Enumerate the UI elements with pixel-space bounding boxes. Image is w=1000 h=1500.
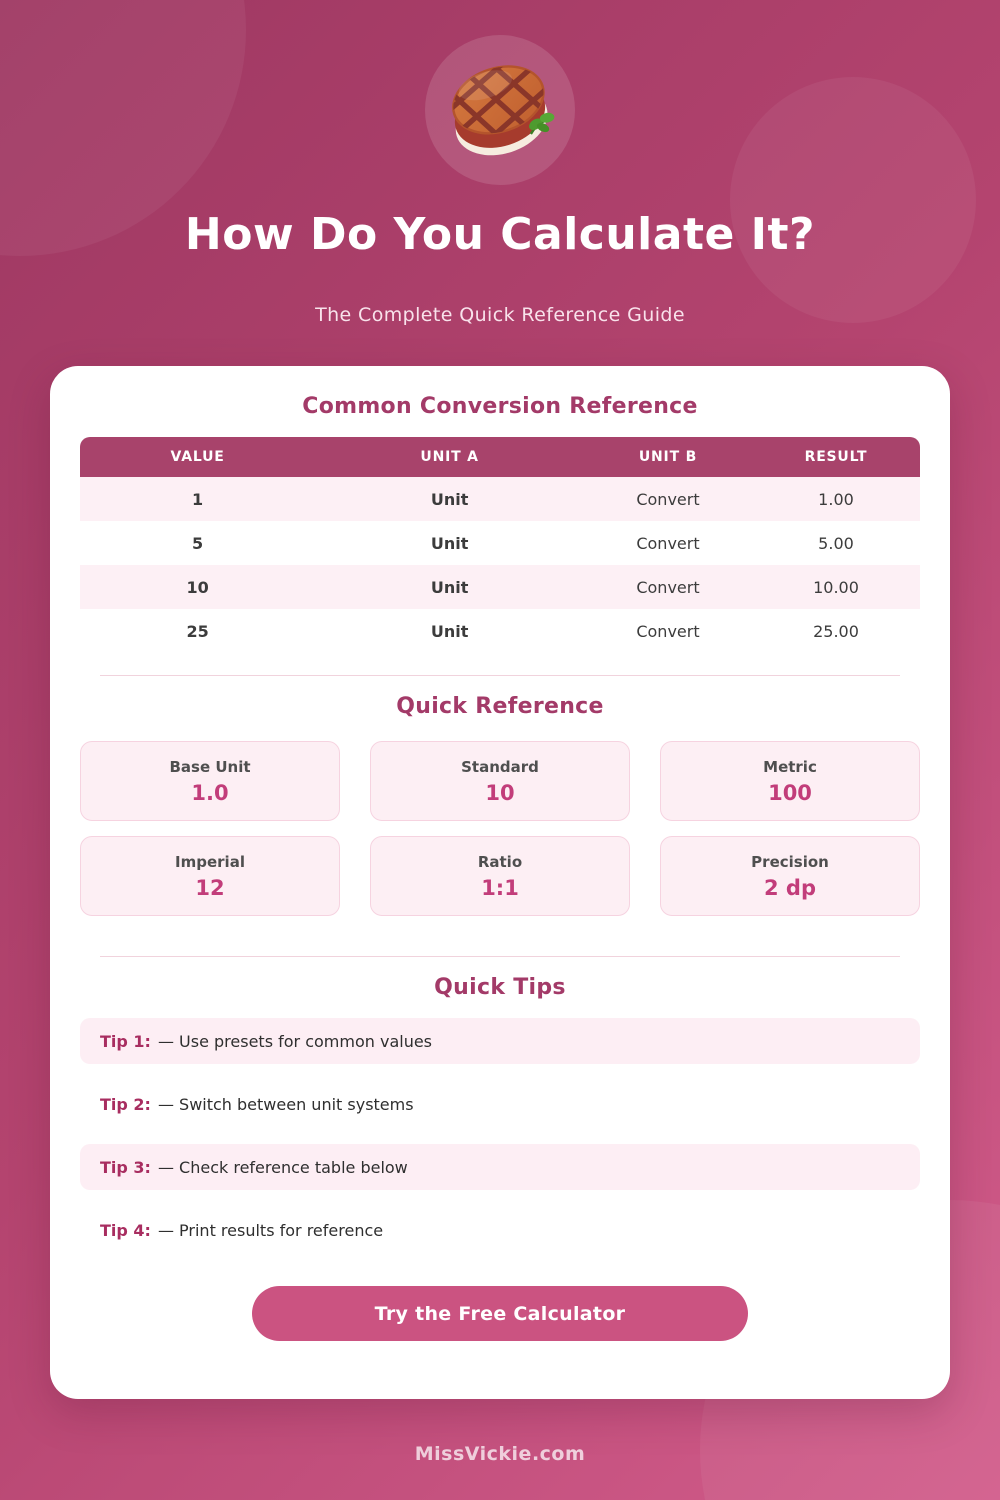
- page-title: How Do You Calculate It?: [184, 209, 816, 260]
- quick-reference-title: Quick Reference: [396, 694, 604, 719]
- column-header-value: VALUE: [80, 437, 315, 477]
- column-header-result: RESULT: [752, 437, 920, 477]
- section-divider: [100, 956, 900, 957]
- cell-value: 25: [186, 621, 209, 641]
- cell-result: 10.00: [752, 565, 920, 609]
- reference-card-label: Imperial: [175, 852, 245, 871]
- cell-unit-a: Unit: [315, 565, 584, 609]
- tip-item: [80, 1144, 920, 1190]
- cell-unit-b: Convert: [584, 565, 752, 609]
- reference-card-base-unit: [80, 741, 340, 821]
- content-card: [50, 366, 950, 1399]
- page-subtitle: The Complete Quick Reference Guide: [315, 304, 685, 326]
- cell-unit-a: Unit: [430, 621, 469, 641]
- reference-card-value: 12: [195, 875, 225, 900]
- reference-card-label: Metric: [763, 757, 817, 776]
- cell-unit-b: Convert: [636, 621, 700, 641]
- reference-card-metric: [660, 741, 920, 821]
- tip-text: — Use presets for common values: [157, 1031, 433, 1051]
- table-row: [80, 565, 920, 609]
- tip-label: Tip 1:: [100, 1031, 151, 1051]
- column-header-unit-b: UNIT B: [584, 437, 752, 477]
- reference-card-value: 2 dp: [764, 875, 816, 900]
- reference-card-standard: [370, 741, 630, 821]
- reference-card-value: 1:1: [481, 875, 519, 900]
- table-row: [80, 521, 920, 565]
- cell-value: 5: [192, 533, 204, 553]
- table-header-row: [80, 437, 920, 477]
- cell-value: 10: [80, 565, 315, 609]
- tip-text: — Check reference table below: [157, 1157, 408, 1177]
- cell-value: 1: [80, 477, 315, 521]
- table-row: [80, 609, 920, 653]
- reference-card-label: Precision: [751, 852, 829, 871]
- tip-text: — Print results for reference: [157, 1220, 384, 1240]
- tip-item: [80, 1018, 920, 1064]
- reference-card-value: 100: [768, 780, 812, 805]
- site-footer: MissVickie.com: [414, 1443, 586, 1465]
- tip-item: [80, 1081, 920, 1127]
- cell-result: 5.00: [818, 533, 854, 553]
- cell-unit-a: Unit: [315, 477, 584, 521]
- tip-label: Tip 2:: [100, 1094, 151, 1114]
- table-row: [80, 477, 920, 521]
- try-calculator-button[interactable]: Try the Free Calculator: [252, 1286, 748, 1341]
- column-header-unit-a: UNIT A: [315, 437, 584, 477]
- cell-unit-b: Convert: [636, 533, 700, 553]
- tip-text: — Switch between unit systems: [157, 1094, 414, 1114]
- reference-card-label: Standard: [461, 757, 539, 776]
- reference-card-imperial: [80, 836, 340, 916]
- reference-card-value: 1.0: [191, 780, 229, 805]
- tip-label: Tip 3:: [100, 1157, 151, 1177]
- logo: [425, 35, 575, 185]
- quick-tips-list: [80, 1018, 920, 1253]
- decorative-circle-top-right: [730, 77, 976, 323]
- quick-reference-grid: [80, 741, 920, 916]
- reference-card-label: Base Unit: [169, 757, 251, 776]
- reference-card-precision: [660, 836, 920, 916]
- tip-label: Tip 4:: [100, 1220, 151, 1240]
- cell-result: 1.00: [752, 477, 920, 521]
- table-section-title: Common Conversion Reference: [302, 394, 698, 419]
- reference-card-value: 10: [485, 780, 515, 805]
- reference-card-ratio: [370, 836, 630, 916]
- tip-item: [80, 1207, 920, 1253]
- section-divider: [100, 675, 900, 676]
- steak-icon: [435, 43, 565, 173]
- cell-unit-a: Unit: [430, 533, 469, 553]
- conversion-table: [80, 437, 920, 653]
- quick-tips-title: Quick Tips: [434, 975, 566, 1000]
- cell-result: 25.00: [813, 621, 859, 641]
- reference-card-label: Ratio: [477, 852, 523, 871]
- cell-unit-b: Convert: [584, 477, 752, 521]
